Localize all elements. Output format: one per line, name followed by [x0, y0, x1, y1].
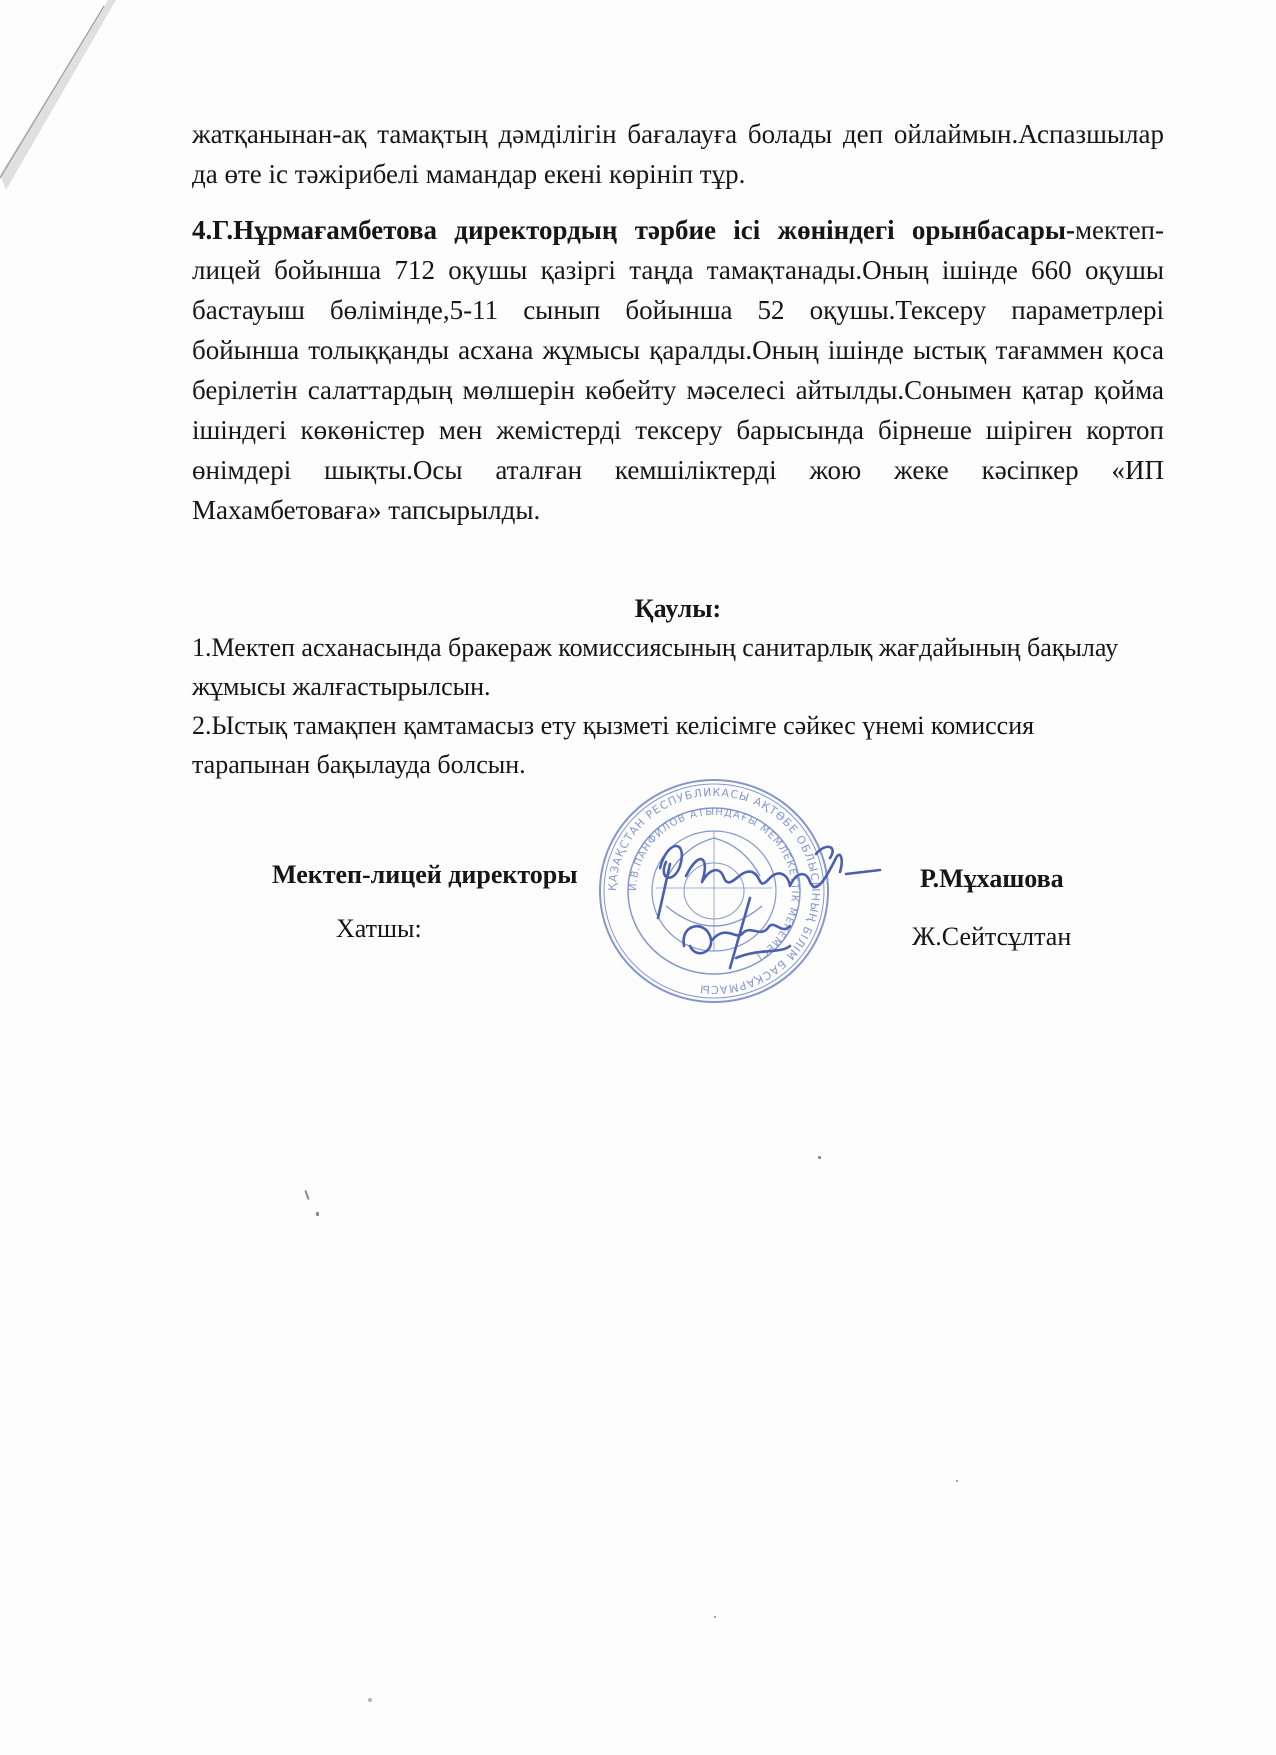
secretary-title: Хатшы:: [336, 914, 422, 943]
paragraph-cooking-staff: жатқанынан-ақ тамақтың дәмділігін бағалауға болады деп ойлаймын.Аспазшылар да өте іс тәжірибелі мамандар екені көрініп тұр.: [192, 119, 1164, 189]
paragraph-deputy-director-report: [192, 210, 1164, 530]
handwritten-signature: [640, 828, 910, 988]
resolution-list: [192, 628, 1152, 784]
resolution-item-1: 1.Мектеп асханасында бракераж комиссиясының санитарлық жағдайының бақылау жұмысы жалғастырылсын.: [192, 633, 1119, 701]
director-name: Р.Мұхашова: [920, 864, 1064, 893]
resolution-heading: Қаулы:: [634, 594, 722, 623]
scan-speck: [818, 1156, 821, 1159]
resolution-item-2: 2.Ыстық тамақпен қамтамасыз ету қызметі келісімге сәйкес үнемі комиссия тарапынан бақылауда болсын.: [192, 711, 1035, 779]
stamp-inner-text: И.В.ПАНФИЛОВ АТЫНДАҒЫ МЕМЛЕКЕТТІК МЕКЕМЕСІ: [627, 806, 801, 963]
scan-speck: [316, 1212, 319, 1216]
speaker-label: 4.Г.Нұрмағамбетова директордың тәрбие ісі жөніндегі орынбасары-: [192, 215, 1075, 245]
report-text: мектеп-лицей бойынша 712 оқушы қазіргі таңда тамақтанады.Оның ішінде 660 оқушы бастауыш бөлімінде,5-11 сынып бойынша 52 оқушы.Тексеру параметрлері бойынша толыққанды асхана жұмысы қаралды.Оның ішінде ыстық тағаммен қоса берілетін салаттардың мөлшерін көбейту мәселесі айтылды.Сонымен қатар қойма ішіндегі көкөністер мен жемістерді тексеру барысында бірнеше шіріген кортоп өнімдері шықты.Осы аталған кемшіліктерді жою жеке кәсіпкер «ИП Махамбетоваға» тапсырылды.: [192, 215, 1164, 525]
scan-speck: [304, 1190, 309, 1200]
scan-speck: [714, 1616, 716, 1618]
scan-speck: [956, 1480, 958, 1482]
secretary-name: Ж.Сейтсұлтан: [912, 922, 1072, 951]
stamp-outer-text: ҚАЗАҚСТАН РЕСПУБЛИКАСЫ АҚТӨБЕ ОБЛЫСЫНЫҢ БІЛІМ БАСҚАРМАСЫ: [605, 785, 823, 997]
director-title: Мектеп-лицей директоры: [272, 860, 578, 889]
scan-speck: [368, 1698, 372, 1702]
